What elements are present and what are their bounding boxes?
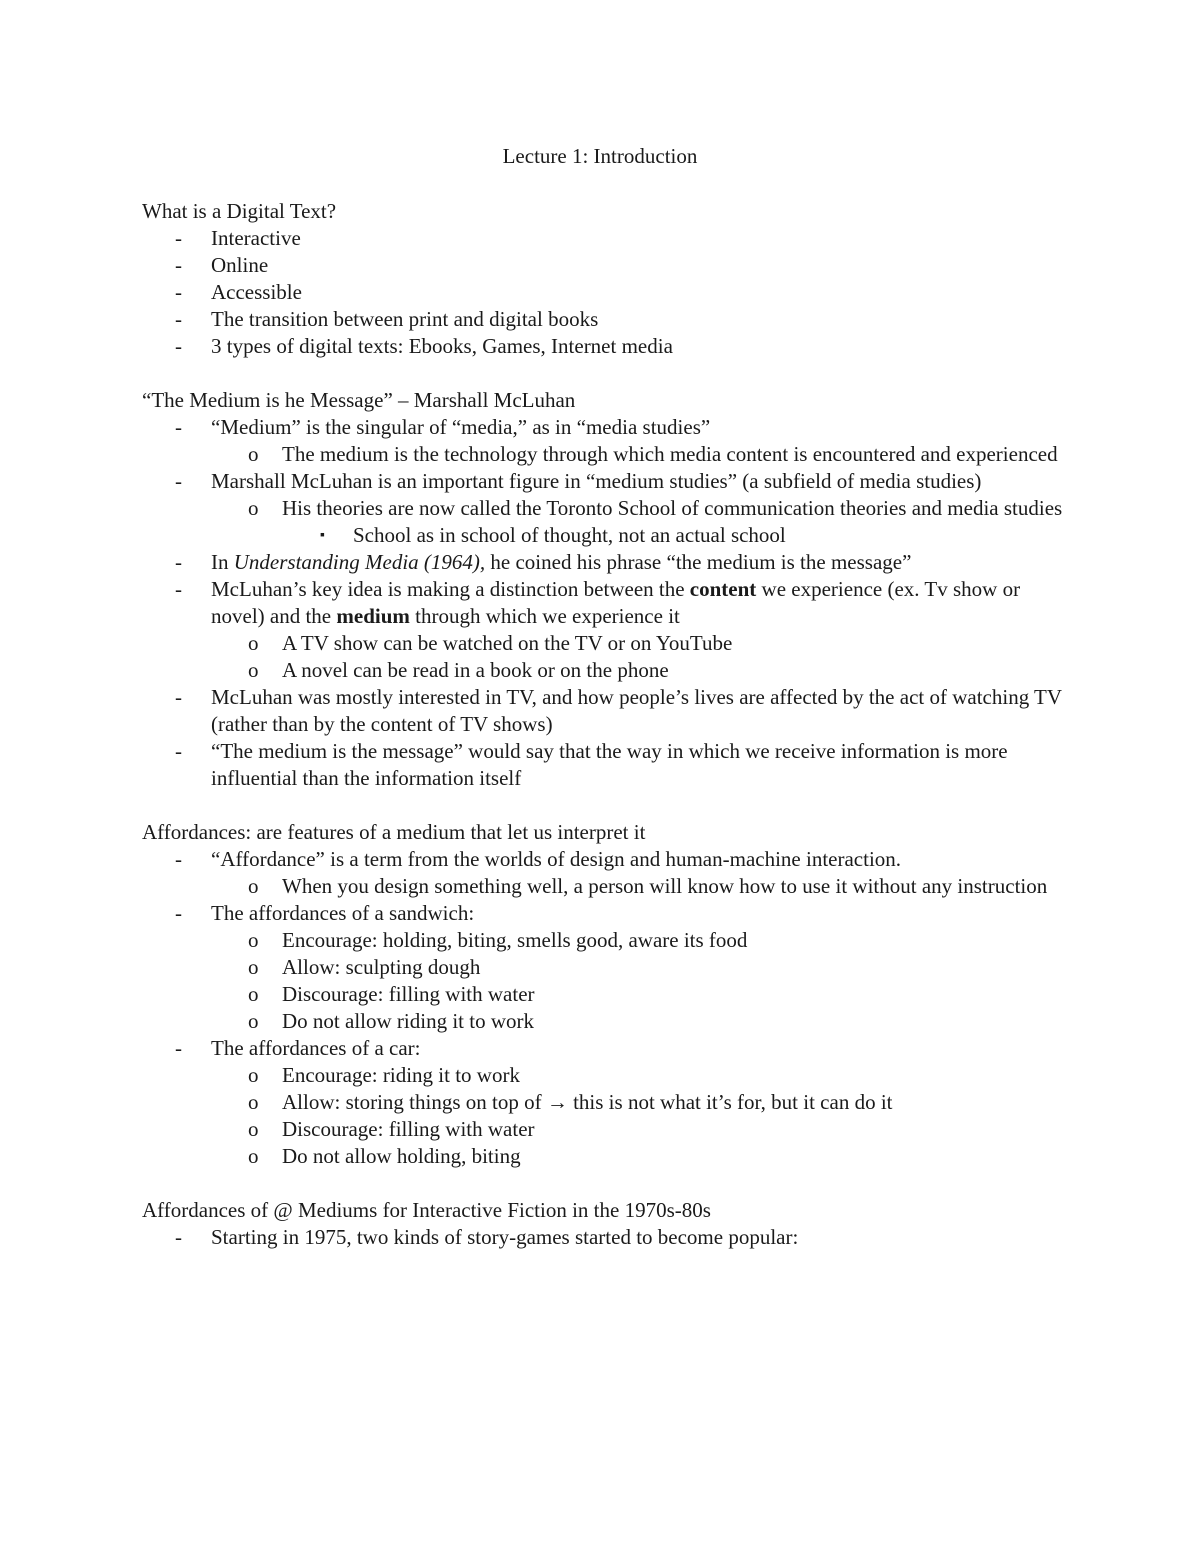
text-span: In bbox=[211, 550, 234, 574]
sub-list-item bbox=[142, 981, 1072, 1008]
circle-bullet: o bbox=[248, 982, 259, 1006]
list-item-text: His theories are now called the Toronto School of communication theories and media studies bbox=[282, 496, 1063, 520]
list-item bbox=[142, 414, 1072, 441]
dash-bullet: - bbox=[175, 469, 182, 493]
circle-bullet: o bbox=[248, 1117, 259, 1141]
circle-bullet: o bbox=[248, 1009, 259, 1033]
dash-bullet: - bbox=[175, 253, 182, 277]
document-body bbox=[142, 198, 1072, 1251]
circle-bullet: o bbox=[248, 874, 259, 898]
circle-bullet: o bbox=[248, 658, 259, 682]
dash-bullet: - bbox=[175, 226, 182, 250]
list-item-text: Marshall McLuhan is an important figure in “medium studies” (a subfield of media studies) bbox=[211, 469, 982, 493]
list-item bbox=[142, 306, 1072, 333]
circle-bullet: o bbox=[248, 928, 259, 952]
sub-list-item bbox=[142, 1008, 1072, 1035]
circle-bullet: o bbox=[248, 442, 259, 466]
bold-term: medium bbox=[336, 604, 410, 628]
section-heading: What is a Digital Text? bbox=[142, 199, 337, 223]
list-item-text: Encourage: holding, biting, smells good, aware its food bbox=[282, 928, 748, 952]
section-medium-message bbox=[142, 387, 1072, 792]
list-item bbox=[142, 468, 1072, 495]
list-item-text: Accessible bbox=[211, 280, 302, 304]
dash-bullet: - bbox=[175, 901, 182, 925]
sub-sub-list-item bbox=[142, 522, 1072, 549]
dash-bullet: - bbox=[175, 307, 182, 331]
circle-bullet: o bbox=[248, 1090, 259, 1114]
dash-bullet: - bbox=[175, 685, 182, 709]
list-item-text: The medium is the technology through which media content is encountered and experienced bbox=[282, 442, 1058, 466]
dash-bullet: - bbox=[175, 577, 182, 601]
dash-bullet: - bbox=[175, 1225, 182, 1249]
list-item-text: Do not allow riding it to work bbox=[282, 1009, 534, 1033]
dash-bullet: - bbox=[175, 334, 182, 358]
list-item bbox=[142, 549, 1072, 576]
section-heading: Affordances of @ Mediums for Interactive Fiction in the 1970s-80s bbox=[142, 1198, 711, 1222]
text-span: we experience (ex. Tv show or novel) and the bbox=[211, 577, 1021, 628]
list-item-text: When you design something well, a person will know how to use it without any instruction bbox=[282, 874, 1048, 898]
list-item-text: The affordances of a sandwich: bbox=[211, 901, 475, 925]
dash-bullet: - bbox=[175, 847, 182, 871]
text-span: this is not what it’s for, but it can do it bbox=[567, 1090, 893, 1114]
section-heading: Affordances: are features of a medium that let us interpret it bbox=[142, 820, 646, 844]
list-item-text: Do not allow holding, biting bbox=[282, 1144, 521, 1168]
list-item bbox=[142, 684, 1072, 738]
section-interactive-fiction bbox=[142, 1197, 1072, 1251]
list-item-text: Interactive bbox=[211, 226, 301, 250]
list-item bbox=[142, 900, 1072, 927]
list-item-text: The transition between print and digital books bbox=[211, 307, 599, 331]
dash-bullet: - bbox=[175, 550, 182, 574]
list-item-text: A TV show can be watched on the TV or on YouTube bbox=[282, 631, 733, 655]
list-item-text: “Affordance” is a term from the worlds of design and human-machine interaction. bbox=[211, 847, 902, 871]
list-item-text: Discourage: filling with water bbox=[282, 1117, 535, 1141]
sub-list-item bbox=[142, 495, 1072, 522]
sub-list-item bbox=[142, 927, 1072, 954]
section-digital-text bbox=[142, 198, 1072, 360]
circle-bullet: o bbox=[248, 1144, 259, 1168]
list-item bbox=[142, 1035, 1072, 1062]
sub-list-item bbox=[142, 1143, 1072, 1170]
circle-bullet: o bbox=[248, 955, 259, 979]
list-item bbox=[142, 252, 1072, 279]
dash-bullet: - bbox=[175, 1036, 182, 1060]
text-span: he coined his phrase “the medium is the message” bbox=[485, 550, 912, 574]
page-title: Lecture 1: Introduction bbox=[502, 144, 698, 168]
text-span: Allow: storing things on top of bbox=[282, 1090, 547, 1114]
list-item-text: Encourage: riding it to work bbox=[282, 1063, 520, 1087]
square-bullet: ▪ bbox=[320, 528, 325, 543]
circle-bullet: o bbox=[248, 1063, 259, 1087]
text-span: McLuhan’s key idea is making a distinction between the bbox=[211, 577, 690, 601]
section-affordances bbox=[142, 819, 1072, 1170]
sub-list-item bbox=[142, 954, 1072, 981]
dash-bullet: - bbox=[175, 415, 182, 439]
dash-bullet: - bbox=[175, 739, 182, 763]
list-item-text: The affordances of a car: bbox=[211, 1036, 421, 1060]
list-item bbox=[142, 225, 1072, 252]
book-title: Understanding Media (1964), bbox=[233, 550, 486, 574]
sub-list-item bbox=[142, 873, 1072, 900]
list-item-text: Online bbox=[211, 253, 269, 277]
list-item-text: McLuhan was mostly interested in TV, and how people’s lives are affected by the act of watching TV (rather than by the content of TV shows) bbox=[211, 685, 1062, 736]
sub-list-item bbox=[142, 1062, 1072, 1089]
sub-list-item bbox=[142, 657, 1072, 684]
circle-bullet: o bbox=[248, 496, 259, 520]
list-item bbox=[142, 576, 1072, 630]
list-item-text: 3 types of digital texts: Ebooks, Games, Internet media bbox=[211, 334, 673, 358]
sub-list-item bbox=[142, 630, 1072, 657]
list-item-text: School as in school of thought, not an actual school bbox=[353, 523, 786, 547]
list-item-text: A novel can be read in a book or on the phone bbox=[282, 658, 669, 682]
bold-term: content bbox=[689, 577, 757, 601]
right-arrow-icon: → bbox=[546, 1090, 568, 1114]
sub-list-item bbox=[142, 1089, 1072, 1116]
section-heading: “The Medium is he Message” – Marshall McLuhan bbox=[142, 388, 576, 412]
list-item-text: Discourage: filling with water bbox=[282, 982, 535, 1006]
text-span: through which we experience it bbox=[409, 604, 680, 628]
circle-bullet: o bbox=[248, 631, 259, 655]
list-item-text: “The medium is the message” would say that the way in which we receive information is more influential than the information itself bbox=[211, 739, 1008, 790]
sub-list-item bbox=[142, 1116, 1072, 1143]
list-item bbox=[142, 1224, 1072, 1251]
list-item-text: Starting in 1975, two kinds of story-games started to become popular: bbox=[211, 1225, 799, 1249]
sub-list-item bbox=[142, 441, 1072, 468]
list-item bbox=[142, 279, 1072, 306]
list-item-text: Allow: sculpting dough bbox=[282, 955, 481, 979]
list-item bbox=[142, 333, 1072, 360]
list-item bbox=[142, 738, 1072, 792]
dash-bullet: - bbox=[175, 280, 182, 304]
list-item bbox=[142, 846, 1072, 873]
list-item-text: “Medium” is the singular of “media,” as in “media studies” bbox=[211, 415, 711, 439]
